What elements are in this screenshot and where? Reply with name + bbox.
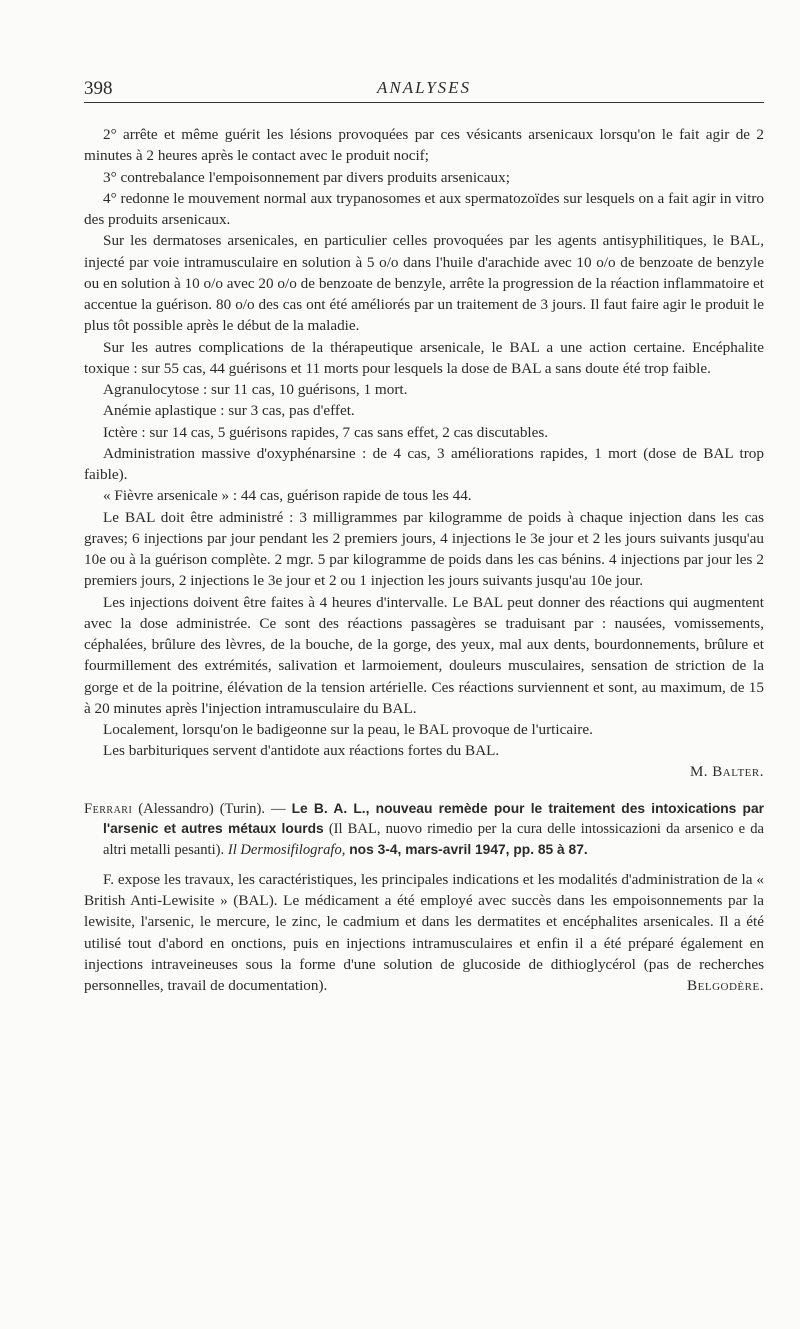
page-number: 398	[84, 78, 113, 99]
reference-journal: Il Dermosifilografo,	[227, 841, 346, 858]
page-header	[84, 72, 764, 103]
paragraph: Ictère : sur 14 cas, 5 guérisons rapides, 7 cas sans effet, 2 cas discutables.	[103, 423, 549, 441]
paragraph: Localement, lorsqu'on le badigeonne sur la peau, le BAL provoque de l'urticaire.	[103, 721, 593, 738]
review-text: F. expose les travaux, les caractéristiques, les principales indications et les modalités d'administration de la « British Anti-Lewisite » (BAL). Le médicament a été employé avec succès dans les empoisonnements par la lewisite, l'arsenic, le mercure, le zinc, le cadmium et dans les dermatites et encéphalites arsenicales. Il a été utilisé tout d'abord en onctions, puis en injections intramusculaires et enfin il a été préparé également en injections intraveineuses sous la forme d'une solution de glucoside de dithioglycérol (pas de recherches personnelles, travail de documentation).	[84, 870, 764, 995]
reference-title: Le B. A. L., nouveau remède pour le traitement des intoxications par l'arsenic et autres métaux lourds	[103, 800, 765, 837]
paragraph: 2° arrête et même guérit les lésions provoquées par ces vésicants arsenicaux lorsqu'on le fait agir de 2 minutes à 2 heures après le contact avec le produit nocif;	[84, 126, 764, 165]
reference-italian-title: (Il BAL, nuovo rimedio per la cura delle intossicazioni da arsenico e da altri metalli pesanti).	[103, 821, 765, 858]
paragraph: Agranulocytose : sur 11 cas, 10 guérisons, 1 mort.	[103, 381, 408, 398]
paragraph: Les barbituriques servent d'antidote aux réactions fortes du BAL.	[103, 742, 500, 760]
paragraph: Sur les autres complications de la thérapeutique arsenicale, le BAL a une action certaine. Encéphalite toxique : sur 55 cas, 44 guérisons et 11 morts pour lesquels la dose de BAL a sans doute été trop faible.	[84, 338, 764, 377]
review-paragraph	[84, 869, 764, 997]
reference-author: Ferrari	[84, 800, 133, 817]
paragraph: Anémie aplastique : sur 3 cas, pas d'effet.	[103, 402, 355, 420]
bibliographic-reference	[84, 799, 764, 860]
reviewer-signature: Belgodère.	[687, 977, 764, 995]
paragraph: 4° redonne le mouvement normal aux trypanosomes et aux spermatozoïdes sur lesquels on a fait agir in vitro des produits arsenicaux.	[84, 189, 764, 228]
paragraph: 3° contrebalance l'empoisonnement par divers produits arsenicaux;	[103, 168, 510, 186]
paragraph: Administration massive d'oxyphénarsine : de 4 cas, 3 améliorations rapides, 1 mort (dose de BAL trop faible).	[84, 444, 764, 483]
paragraph: Les injections doivent être faites à 4 heures d'intervalle. Le BAL peut donner des réactions qui augmentent avec la dose administrée. Ce sont des réactions passagères se traduisant par : nausées, vomissements, céphalées, brûlure des lèvres, de la bouche, de la gorge, des yeux, mal aux dents, bourdonnements, brûlure et fourmillement des extrémités, salivation et larmoiement, douleurs musculaires, sensation de striction de la gorge et de la poitrine, élévation de la tension artérielle. Ces réactions surviennent et sont, au maximum, de 15 à 20 minutes après l'injection intramusculaire du BAL.	[84, 593, 764, 717]
article-body	[84, 124, 764, 996]
reference-issue: nos 3-4, mars-avril 1947, pp. 85 à 87.	[345, 841, 588, 857]
reviewer-signature: M. Balter.	[689, 763, 764, 780]
paragraph: « Fièvre arsenicale » : 44 cas, guérison rapide de tous les 44.	[103, 487, 472, 505]
paragraph: Sur les dermatoses arsenicales, en particulier celles provoquées par les agents antisyphilitiques, le BAL, injecté par voie intramusculaire en solution à 5 o/o dans l'huile d'arachide avec 10 o/o de benzoate de benzyle ou en solution à 10 o/o avec 20 o/o de benzoate de benzyle, arrête la progression de la réaction inflammatoire et accentue la guérison. 80 o/o des cas ont été améliorés par un traitement de 3 jours. Il faut faire agir le produit le plus tôt possible après le début de la maladie.	[84, 232, 764, 335]
paragraph: Le BAL doit être administré : 3 milligrammes par kilogramme de poids à chaque injection dans les cas graves; 6 injections par jour pendant les 2 premiers jours, 4 injections le 3e jour et 2 les jours suivants jusqu'au 10e ou à la guérison complète. 2 mgr. 5 par kilogramme de poids dans les cas bénins. 4 injections par jour les 2 premiers jours, 2 injections le 3e jour et 2 ou 1 injection les jours suivants jusqu'au 10e jour.	[84, 508, 764, 590]
reference-author-details: (Alessandro) (Turin). —	[132, 800, 292, 817]
running-title: ANALYSES	[376, 78, 472, 97]
